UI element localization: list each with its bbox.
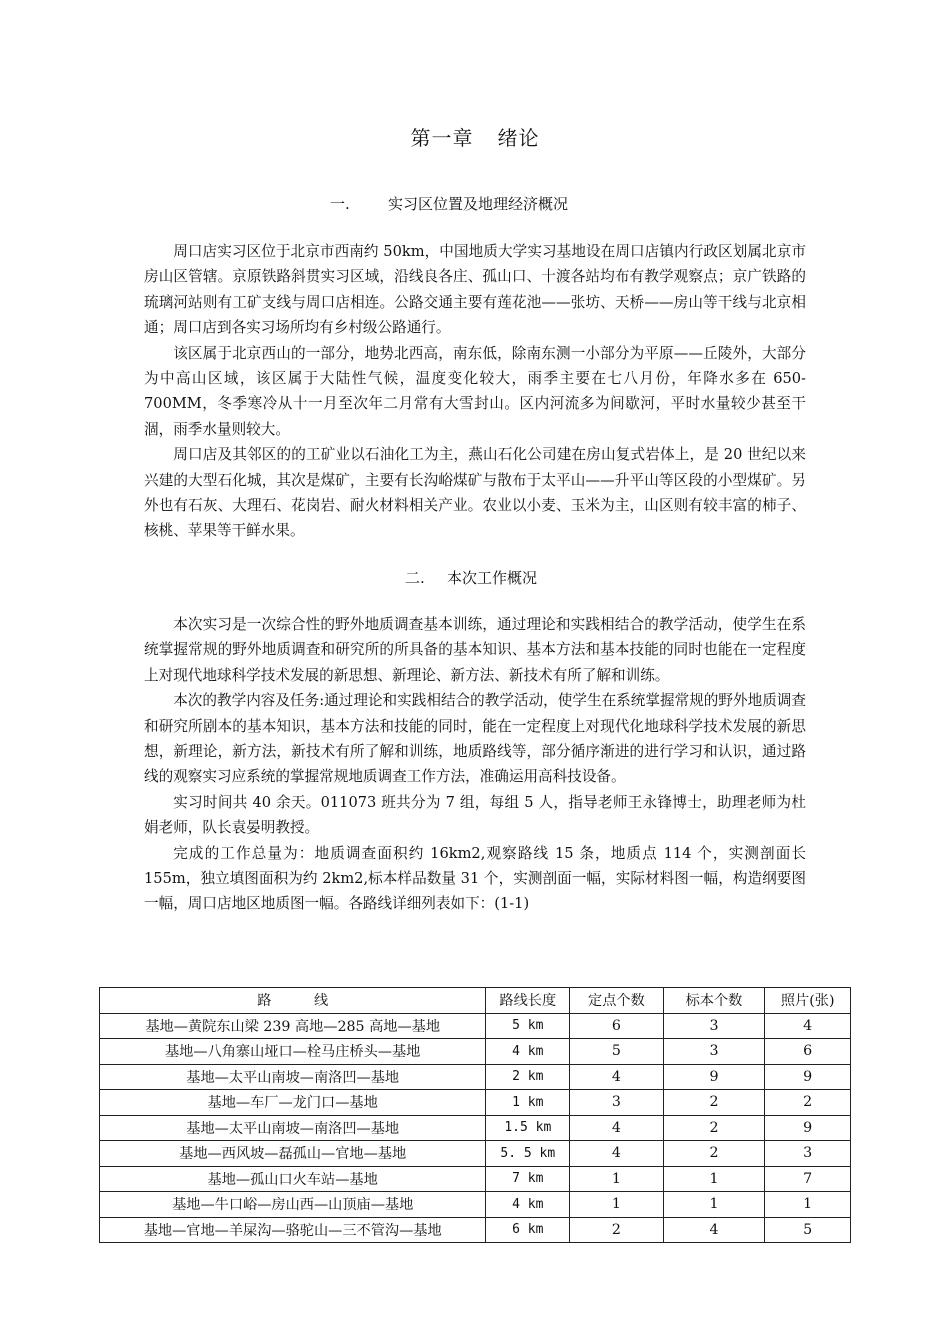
length-cell: 7 km — [486, 1166, 570, 1192]
length-cell: 1 km — [486, 1090, 570, 1116]
header-route: 路 线 — [100, 988, 486, 1014]
chapter-title — [0, 122, 950, 151]
route-cell: 基地—车厂—龙门口—基地 — [100, 1090, 486, 1116]
header-photos: 照片(张) — [765, 988, 851, 1014]
length-cell: 4 km — [486, 1192, 570, 1218]
samples-cell: 4 — [663, 1217, 765, 1243]
paragraph: 该区属于北京西山的一部分，地势北西高，南东低，除南东测一小部分为平原——丘陵外，大部分为中高山区域，该区属于大陆性气候，温度变化较大，雨季主要在七八月份，年降水多在 650-700MM，冬季寒冷从十一月至次年二月常有大雪封山。区内河流多为间歇河，平时水量较少甚至干涸，雨季水量则较大。 — [144, 344, 806, 438]
photos-cell: 3 — [765, 1141, 851, 1167]
table-row — [100, 1090, 851, 1116]
table-row — [100, 1064, 851, 1090]
section-1-body — [144, 239, 806, 544]
header-points: 定点个数 — [570, 988, 663, 1014]
length-cell: 4 km — [486, 1039, 570, 1065]
routes-table — [99, 987, 851, 1243]
points-cell: 3 — [570, 1090, 663, 1116]
section-1-number: 一. — [330, 195, 350, 213]
table-row — [100, 1141, 851, 1167]
photos-cell: 2 — [765, 1090, 851, 1116]
points-cell: 2 — [570, 1217, 663, 1243]
paragraph: 完成的工作总量为：地质调查面积约 16km2,观察路线 15 条，地质点 114 个，实测剖面长 155m，独立填图面积为约 2km2,标本样品数量 31 个，实测剖面一幅，实际材料图一幅，构造纲要图一幅，周口店地区地质图一幅。各路线详细列表如下：(1-1) — [144, 844, 806, 913]
table-row — [100, 1166, 851, 1192]
route-cell: 基地—西风坡—磊孤山—官地—基地 — [100, 1141, 486, 1167]
photos-cell: 9 — [765, 1115, 851, 1141]
photos-cell: 6 — [765, 1039, 851, 1065]
table-row — [100, 1115, 851, 1141]
route-cell: 基地—太平山南坡—南洛凹—基地 — [100, 1115, 486, 1141]
route-cell: 基地—太平山南坡—南洛凹—基地 — [100, 1064, 486, 1090]
section-2-number: 二. — [405, 569, 425, 587]
photos-cell: 1 — [765, 1192, 851, 1218]
samples-cell: 3 — [663, 1039, 765, 1065]
points-cell: 4 — [570, 1115, 663, 1141]
samples-cell: 3 — [663, 1013, 765, 1039]
header-samples: 标本个数 — [663, 988, 765, 1014]
route-cell: 基地—官地—羊屎沟—骆驼山—三不管沟—基地 — [100, 1217, 486, 1243]
length-cell: 6 km — [486, 1217, 570, 1243]
points-cell: 5 — [570, 1039, 663, 1065]
paragraph: 实习时间共 40 余天。011073 班共分为 7 组，每组 5 人，指导老师王永锋博士，助理老师为杜娟老师，队长袁晏明教授。 — [144, 793, 806, 837]
photos-cell: 4 — [765, 1013, 851, 1039]
paragraph: 周口店实习区位于北京市西南约 50km，中国地质大学实习基地设在周口店镇内行政区划属北京市房山区管辖。京原铁路斜贯实习区域，沿线良各庄、孤山口、十渡各站均布有教学观察点；京广铁路的琉璃河站则有工矿支线与周口店相连。公路交通主要有莲花池——张坊、天桥——房山等干线与北京相通；周口店到各实习场所均有乡村级公路通行。 — [144, 243, 806, 337]
section-2-title: 本次工作概况 — [447, 569, 538, 587]
points-cell: 1 — [570, 1192, 663, 1218]
samples-cell: 2 — [663, 1090, 765, 1116]
table-header-row — [100, 988, 851, 1014]
samples-cell: 2 — [663, 1141, 765, 1167]
points-cell: 1 — [570, 1166, 663, 1192]
chapter-number: 第一章 — [410, 126, 474, 150]
table-row — [100, 1217, 851, 1243]
section-2-heading — [405, 567, 537, 588]
length-cell: 2 km — [486, 1064, 570, 1090]
paragraph: 本次的教学内容及任务:通过理论和实践相结合的教学活动，使学生在系统掌握常规的野外地质调查和研究所剧本的基本知识，基本方法和技能的同时，能在一定程度上对现代化地球科学技术发展的新思想，新理论，新方法，新技术有所了解和训练，地质路线等，部分循序渐进的进行学习和认识，通过路线的观察实习应系统的掌握常规地质调查工作方法，准确运用高科技设备。 — [144, 692, 806, 786]
samples-cell: 9 — [663, 1064, 765, 1090]
route-cell: 基地—孤山口火车站—基地 — [100, 1166, 486, 1192]
paragraph: 本次实习是一次综合性的野外地质调查基本训练，通过理论和实践相结合的教学活动，使学生在系统掌握常规的野外地质调查和研究所的所具备的基本知识、基本方法和基本技能的同时也能在一定程度上对现代地球科学技术发展的新思想、新理论、新方法、新技术有所了解和训练。 — [144, 616, 806, 684]
points-cell: 4 — [570, 1141, 663, 1167]
photos-cell: 5 — [765, 1217, 851, 1243]
section-1-heading — [330, 193, 568, 214]
chapter-name: 绪论 — [497, 126, 540, 150]
table-row — [100, 1039, 851, 1065]
length-cell: 5 km — [486, 1013, 570, 1039]
paragraph: 周口店及其邻区的的工矿业以石油化工为主，燕山石化公司建在房山复式岩体上，是 20 世纪以来兴建的大型石化城，其次是煤矿，主要有长沟峪煤矿与散布于太平山——升平山等区段的小型煤矿。另外也有石灰、大理石、花岗岩、耐火材料相关产业。农业以小麦、玉米为主，山区则有较丰富的柿子、核桃、苹果等干鲜水果。 — [144, 446, 806, 540]
route-cell: 基地—黄院东山梁 239 高地—285 高地—基地 — [100, 1013, 486, 1039]
samples-cell: 1 — [663, 1166, 765, 1192]
photos-cell: 7 — [765, 1166, 851, 1192]
samples-cell: 1 — [663, 1192, 765, 1218]
route-cell: 基地—八角寨山垭口—栓马庄桥头—基地 — [100, 1039, 486, 1065]
points-cell: 4 — [570, 1064, 663, 1090]
photos-cell: 9 — [765, 1064, 851, 1090]
section-2-body — [144, 612, 806, 917]
table-row — [100, 1192, 851, 1218]
length-cell: 5. 5 km — [486, 1141, 570, 1167]
header-length: 路线长度 — [486, 988, 570, 1014]
samples-cell: 2 — [663, 1115, 765, 1141]
table-row — [100, 1013, 851, 1039]
section-1-title: 实习区位置及地理经济概况 — [388, 195, 569, 213]
points-cell: 6 — [570, 1013, 663, 1039]
route-cell: 基地—牛口峪—房山西—山顶庙—基地 — [100, 1192, 486, 1218]
length-cell: 1.5 km — [486, 1115, 570, 1141]
